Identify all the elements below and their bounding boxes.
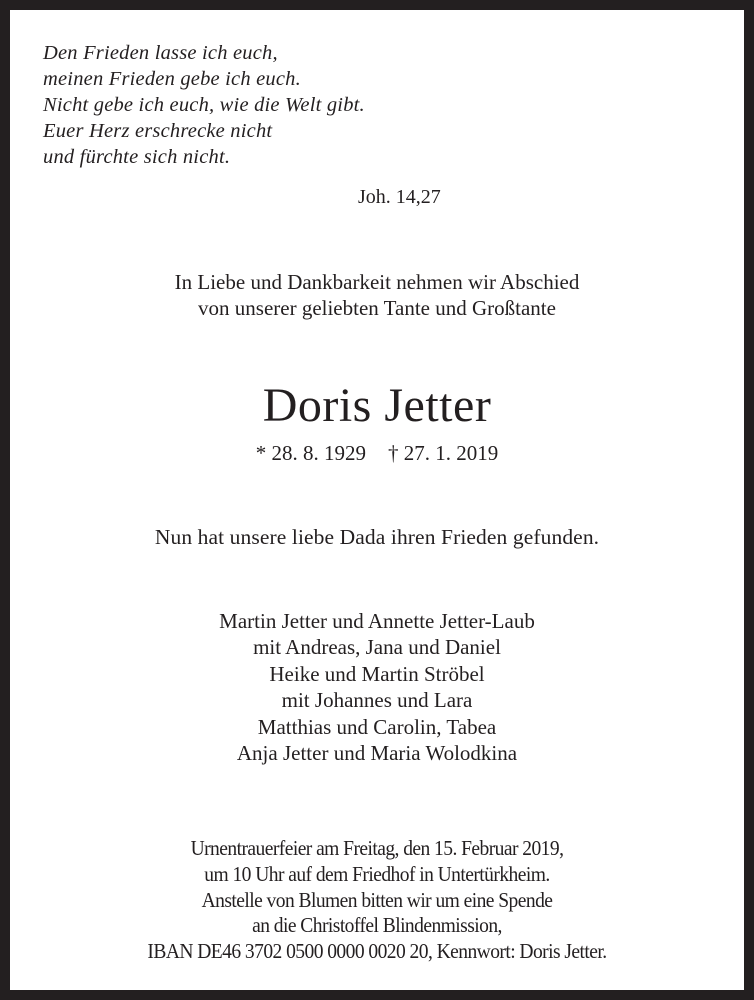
deceased-name: Doris Jetter: [262, 379, 492, 432]
intro-line: In Liebe und Dankbarkeit nehmen wir Abschied: [174, 270, 580, 294]
family-line: mit Andreas, Jana und Daniel: [253, 635, 501, 660]
quote-line: Euer Herz erschrecke nicht: [43, 120, 273, 142]
quote-line: meinen Frieden gebe ich euch.: [43, 68, 301, 90]
intro-text: [10, 269, 744, 321]
service-line: Anstelle von Blumen bitten wir um eine Spende: [201, 887, 553, 912]
service-line: um 10 Uhr auf dem Friedhof in Untertürkheim.: [204, 861, 550, 886]
family-line: mit Johannes und Lara: [281, 688, 473, 713]
death-date: † 27. 1. 2019: [388, 441, 499, 465]
life-dates: [10, 440, 744, 466]
family-line: Anja Jetter und Maria Wolodkina: [236, 741, 518, 766]
family-line: Heike und Martin Ströbel: [269, 661, 485, 686]
family-list: [10, 608, 744, 766]
quote-line: Nicht gebe ich euch, wie die Welt gibt.: [43, 94, 365, 116]
service-line: Urnentrauerfeier am Freitag, den 15. Februar 2019,: [190, 836, 564, 860]
service-details: [36, 836, 719, 965]
intro-line: von unserer geliebten Tante und Großtante: [198, 296, 556, 320]
closing-sentence: Nun hat unsere liebe Dada ihren Frieden gefunden.: [154, 525, 600, 549]
quote-source: Joh. 14,27: [358, 186, 441, 208]
quote-line: und fürchte sich nicht.: [43, 146, 231, 168]
birth-date: * 28. 8. 1929: [255, 441, 366, 465]
family-line: Matthias und Carolin, Tabea: [257, 714, 497, 739]
quote-line: Den Frieden lasse ich euch,: [43, 42, 278, 64]
service-line: an die Christoffel Blindenmission,: [252, 913, 502, 938]
service-line: IBAN DE46 3702 0500 0000 0020 20, Kennwort: Doris Jetter.: [147, 939, 607, 964]
family-line: Martin Jetter und Annette Jetter-Laub: [219, 609, 535, 633]
bible-quote: [43, 40, 365, 170]
